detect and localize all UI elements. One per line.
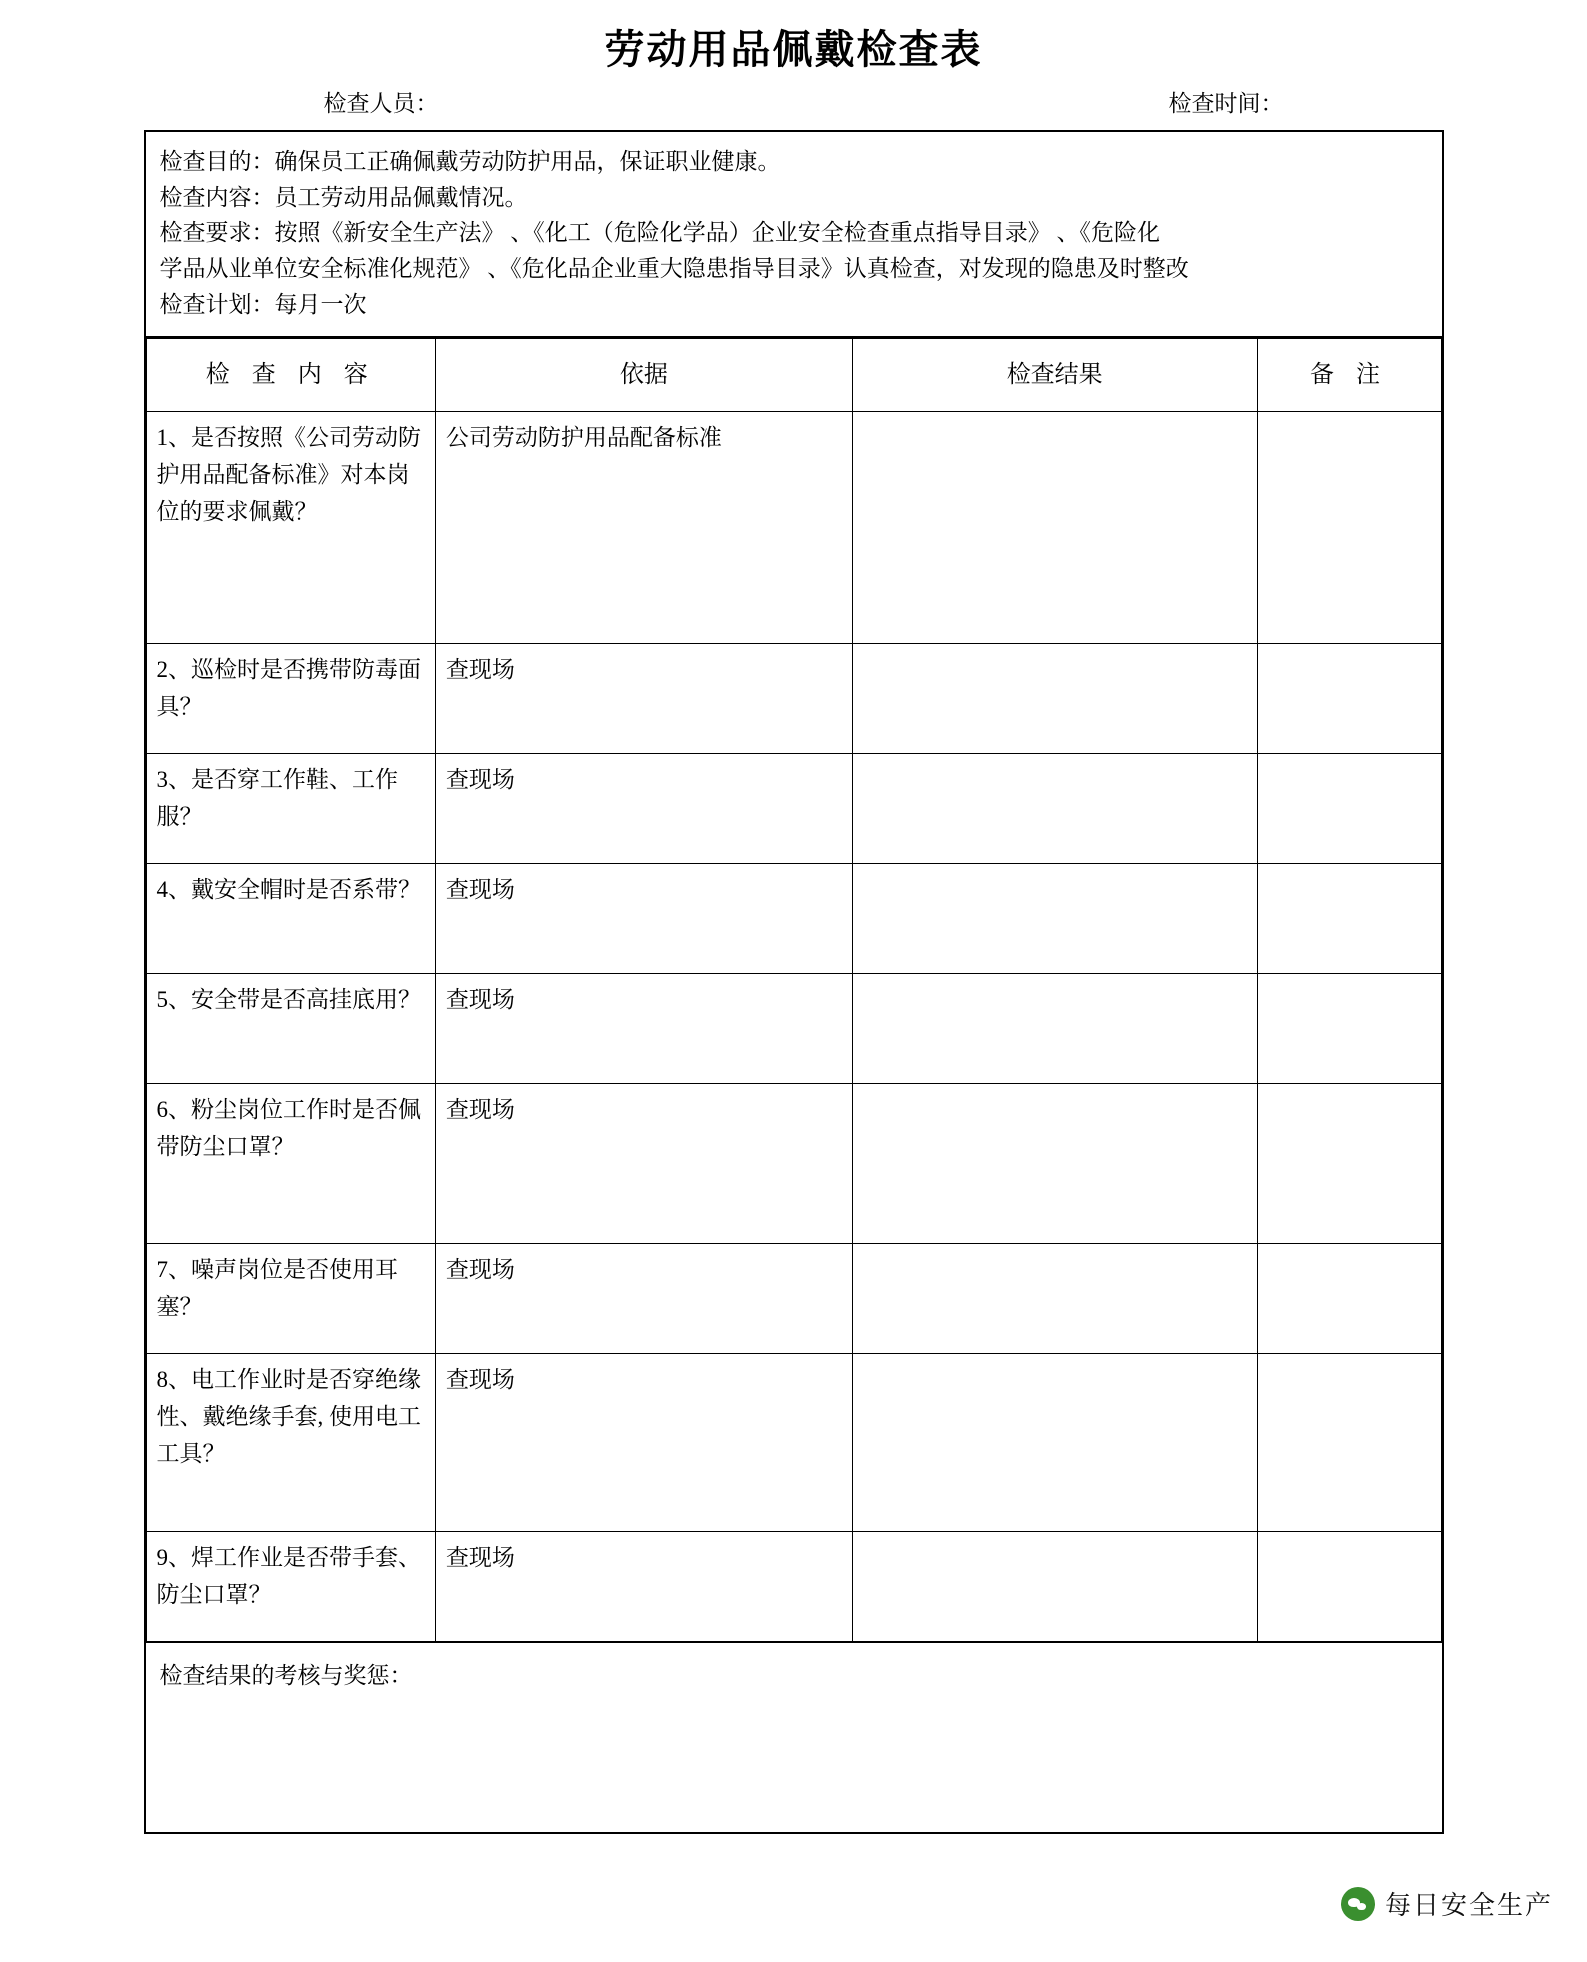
row-result[interactable] [852,412,1257,644]
row-content: 2、巡检时是否携带防毒面具？ [146,644,435,754]
document-page [0,18,1587,1962]
intro-requirement-line2: 学品从业单位安全标准化规范》 、《危化品企业重大隐患指导目录》认真检查，对发现的隐患及时整改 [159,255,1189,281]
meta-row [244,85,1344,118]
inspection-sheet [144,130,1444,1834]
watermark [1341,1885,1553,1922]
row-result[interactable] [852,1244,1257,1354]
intro-content: 检查内容：员工劳动用品佩戴情况。 [159,184,528,210]
table-row [146,1532,1441,1642]
row-basis: 查现场 [435,1244,852,1354]
table-row [146,644,1441,754]
table-row [146,754,1441,864]
header-result: 检查结果 [852,339,1257,412]
row-basis: 查现场 [435,1354,852,1532]
wechat-icon [1341,1887,1375,1921]
header-remark: 备 注 [1257,339,1441,412]
row-basis: 查现场 [435,1532,852,1642]
row-content: 8、电工作业时是否穿绝缘性、戴绝缘手套, 使用电工工具？ [146,1354,435,1532]
row-content: 3、是否穿工作鞋、工作服？ [146,754,435,864]
page-title: 劳动用品佩戴检查表 [604,27,983,72]
intro-purpose: 检查目的：确保员工正确佩戴劳动防护用品，保证职业健康。 [159,149,781,174]
header-content: 检 查 内 容 [146,339,435,412]
inspector-label: 检查人员： [323,91,439,116]
row-remark[interactable] [1257,1084,1441,1244]
row-result[interactable] [852,644,1257,754]
row-remark[interactable] [1257,412,1441,644]
row-basis: 查现场 [435,864,852,974]
row-content: 7、噪声岗位是否使用耳塞？ [146,1244,435,1354]
checklist-table [146,338,1442,1642]
row-basis: 查现场 [435,644,852,754]
row-remark[interactable] [1257,644,1441,754]
intro-requirement-line1: 检查要求：按照《新安全生产法》 、《化工（危险化学品）企业安全检查重点指导目录》 、《危险化 [159,220,1160,246]
row-remark[interactable] [1257,1244,1441,1354]
assessment-label: 检查结果的考核与奖惩： [159,1663,413,1689]
row-basis: 查现场 [435,754,852,864]
row-basis: 公司劳动防护用品配备标准 [435,412,852,644]
intro-block [146,132,1442,338]
watermark-text: 每日安全生产 [1384,1891,1553,1920]
row-remark[interactable] [1257,1532,1441,1642]
table-row [146,412,1441,644]
table-row [146,974,1441,1084]
row-basis: 查现场 [435,1084,852,1244]
row-remark[interactable] [1257,754,1441,864]
table-header-row [146,339,1441,412]
row-remark[interactable] [1257,1354,1441,1532]
row-remark[interactable] [1257,974,1441,1084]
row-result[interactable] [852,864,1257,974]
assessment-block[interactable] [146,1642,1442,1832]
row-result[interactable] [852,754,1257,864]
row-basis: 查现场 [435,974,852,1084]
row-content: 5、安全带是否高挂底用？ [146,974,435,1084]
row-result[interactable] [852,1354,1257,1532]
row-content: 6、粉尘岗位工作时是否佩带防尘口罩？ [146,1084,435,1244]
row-result[interactable] [852,1084,1257,1244]
row-remark[interactable] [1257,864,1441,974]
intro-plan: 检查计划：每月一次 [159,291,367,317]
row-content: 1、是否按照《公司劳动防护用品配备标准》对本岗位的要求佩戴？ [146,412,435,644]
table-row [146,1354,1441,1532]
table-row [146,1244,1441,1354]
row-content: 9、焊工作业是否带手套、防尘口罩？ [146,1532,435,1642]
table-row [146,864,1441,974]
row-content: 4、戴安全帽时是否系带？ [146,864,435,974]
row-result[interactable] [852,974,1257,1084]
header-basis: 依据 [435,339,852,412]
row-result[interactable] [852,1532,1257,1642]
table-row [146,1084,1441,1244]
inspection-time-label: 检查时间： [1168,91,1284,116]
